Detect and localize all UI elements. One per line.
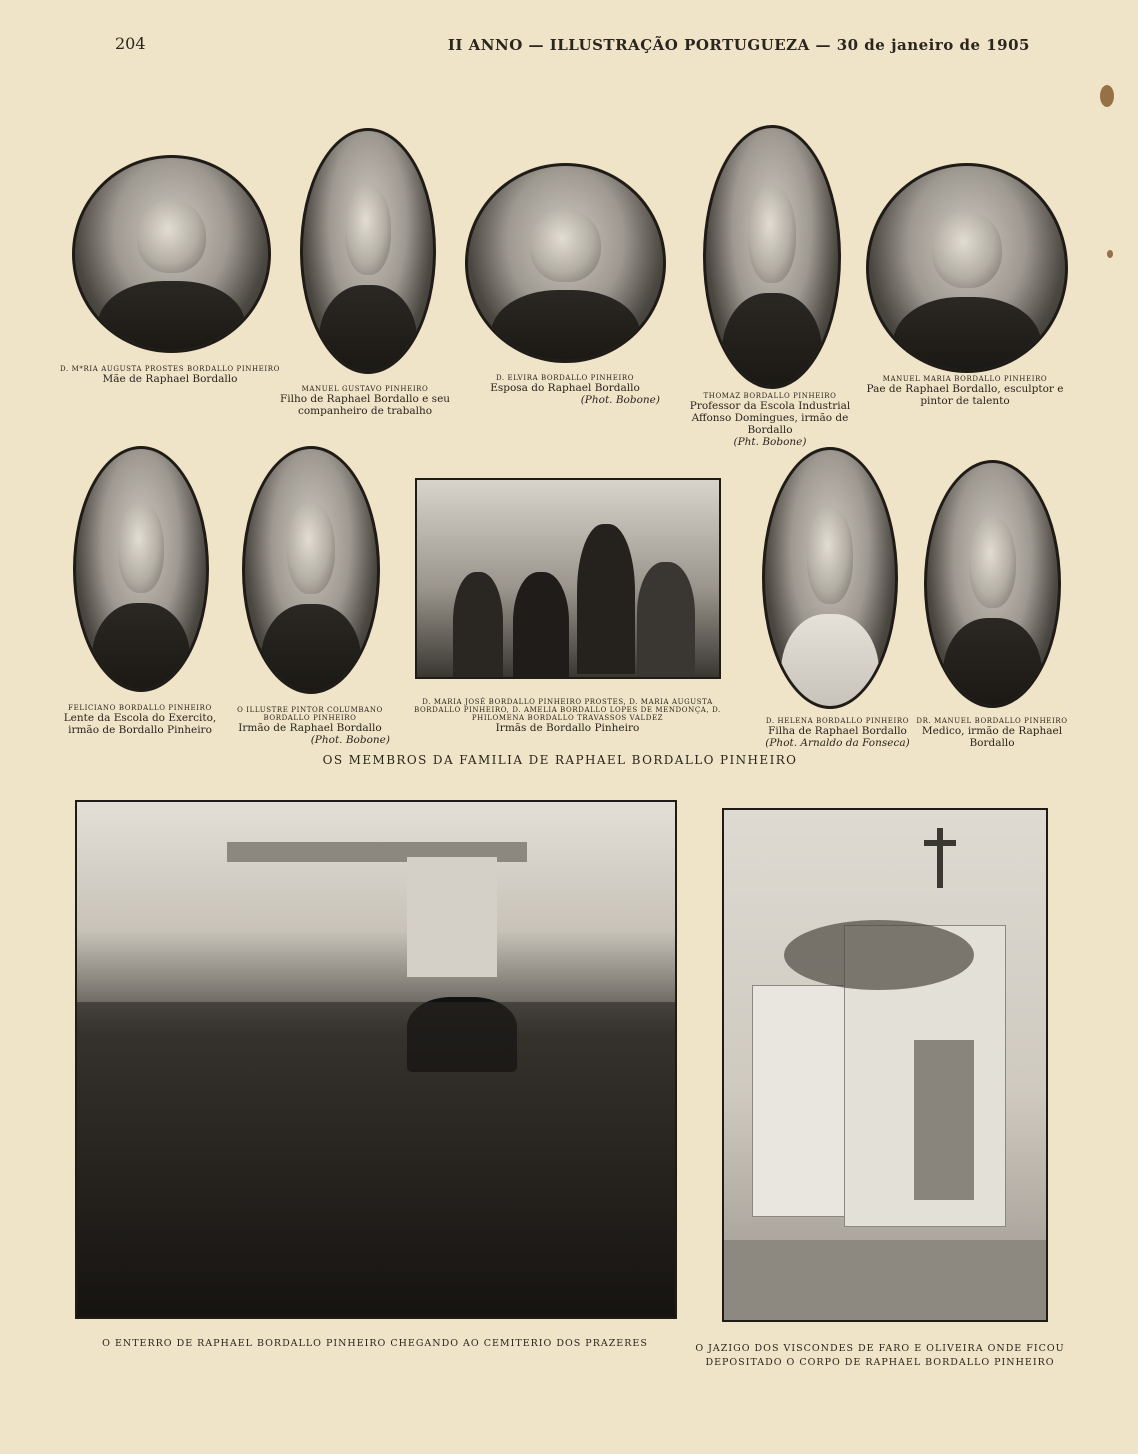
caption-manuel-gustavo	[265, 385, 465, 417]
caption-feliciano	[50, 704, 230, 736]
caption-desc: Mãe de Raphael Bordallo	[102, 373, 238, 386]
paper-stain	[1107, 250, 1113, 258]
caption-helena	[745, 717, 930, 749]
portrait-dr-manuel	[924, 460, 1061, 708]
caption-photo-credit: (Pht. Bobone)	[733, 436, 807, 449]
caption-name: D. MARIA JOSÉ BORDALLO PINHEIRO PROSTES, D. MARIA AUGUSTA BORDALLO PINHEIRO, D. AMELIA BORDALLO LOPES DE MENDONÇA, D. PHILOMENA BORDALLO TRAVASSOS VALDEZ	[414, 698, 721, 723]
paper-stain	[1100, 85, 1114, 107]
caption-name: D. HELENA BORDALLO PINHEIRO	[765, 717, 910, 725]
caption-name: MANUEL GUSTAVO PINHEIRO	[301, 385, 429, 393]
caption-photo-credit: (Phot. Bobone)	[580, 394, 660, 407]
portrait-mother	[72, 155, 271, 353]
funeral-caption: O ENTERRO DE RAPHAEL BORDALLO PINHEIRO CHEGANDO AO CEMITERIO DOS PRAZERES	[102, 1338, 648, 1349]
funeral-photo	[75, 800, 677, 1319]
caption-desc: Irmãs de Bordallo Pinheiro	[495, 722, 640, 735]
caption-name: DR. MANUEL BORDALLO PINHEIRO	[916, 717, 1068, 725]
group-photo-sisters	[415, 478, 721, 679]
caption-photo-credit: (Phot. Bobone)	[310, 734, 390, 747]
caption-sisters	[405, 698, 730, 734]
portrait-manuel-gustavo	[300, 128, 436, 374]
caption-desc: Lente da Escola do Exercito, irmão de Bordallo Pinheiro	[63, 712, 217, 737]
caption-desc: Irmão de Raphael Bordallo	[238, 722, 382, 735]
caption-desc: Filho de Raphael Bordallo e seu companheiro de trabalho	[279, 393, 451, 418]
caption-desc: Pae de Raphael Bordallo, esculptor e pintor de talento	[866, 383, 1064, 408]
caption-columbano	[230, 706, 390, 746]
portrait-manuel-maria	[866, 163, 1068, 373]
section-title: OS MEMBROS DA FAMILIA DE RAPHAEL BORDALLO PINHEIRO	[322, 753, 798, 767]
page-number: 204	[115, 34, 146, 53]
caption-elvira	[470, 374, 660, 406]
caption-thomaz	[680, 392, 860, 448]
portrait-helena	[762, 447, 898, 709]
caption-desc: Professor da Escola Industrial Affonso Domingues, irmão de Bordallo	[689, 400, 851, 437]
caption-desc: Medico, irmão de Raphael Bordallo	[921, 725, 1063, 750]
caption-desc: Filha de Raphael Bordallo	[768, 725, 907, 738]
caption-desc: Esposa do Raphael Bordallo	[490, 382, 640, 395]
caption-name: O ILLUSTRE PINTOR COLUMBANO BORDALLO PINHEIRO	[237, 706, 383, 723]
portrait-thomaz	[703, 125, 841, 389]
running-head: II ANNO — ILLUSTRAÇÃO PORTUGUEZA — 30 de janeiro de 1905	[447, 36, 1030, 54]
caption-name: THOMAZ BORDALLO PINHEIRO	[703, 392, 837, 400]
tomb-photo	[722, 808, 1048, 1322]
caption-name: FELICIANO BORDALLO PINHEIRO	[68, 704, 212, 712]
portrait-feliciano	[73, 446, 209, 692]
caption-photo-credit: (Phot. Arnaldo da Fonseca)	[765, 737, 910, 750]
caption-name: D. M*RIA AUGUSTA PROSTES BORDALLO PINHEIRO	[60, 365, 280, 373]
caption-manuel-maria	[850, 375, 1080, 407]
portrait-elvira	[465, 163, 666, 363]
caption-mother	[40, 365, 300, 385]
caption-name: MANUEL MARIA BORDALLO PINHEIRO	[882, 375, 1048, 383]
tomb-caption: O JAZIGO DOS VISCONDES DE FARO E OLIVEIRA ONDE FICOU DEPOSITADO O CORPO DE RAPHAEL BORDALLO PINHEIRO	[695, 1343, 1065, 1369]
caption-name: D. ELVIRA BORDALLO PINHEIRO	[495, 374, 635, 382]
portrait-columbano	[242, 446, 380, 694]
caption-dr-manuel	[912, 717, 1072, 749]
